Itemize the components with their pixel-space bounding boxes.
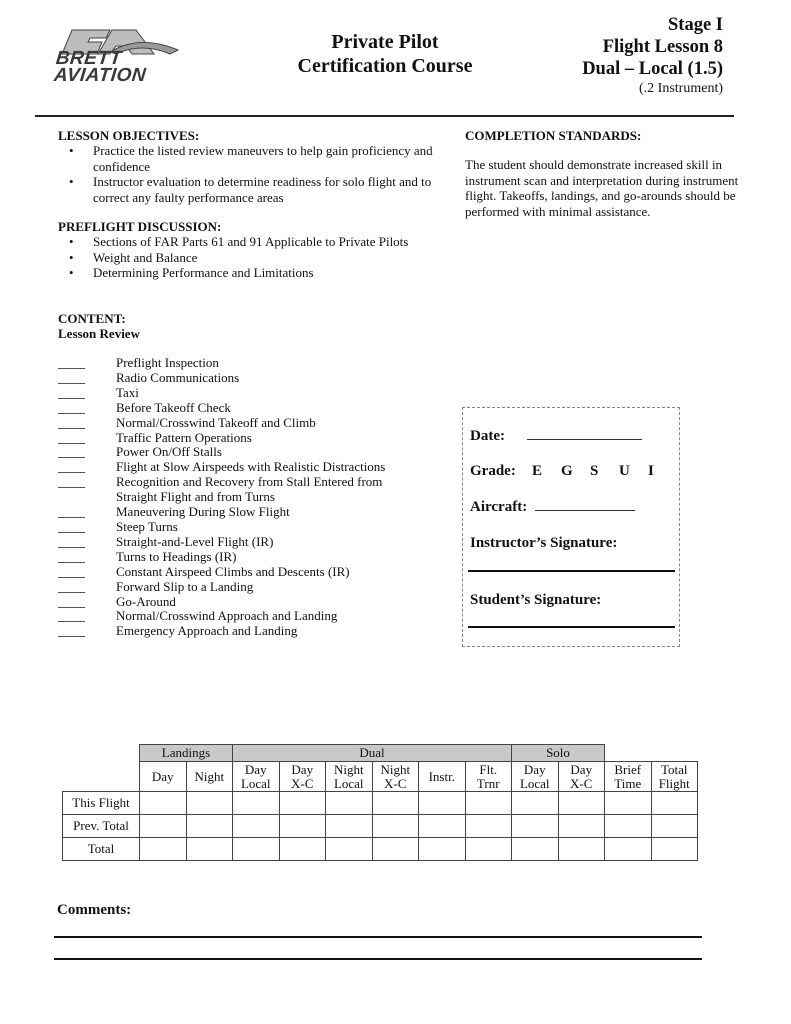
completion-text: The student should demonstrate increased skill in instrument scan and interpretation during instrument flight. Takeoffs, landings, and go-arounds should be performed with minimal assistance. — [465, 157, 739, 219]
review-item — [58, 535, 416, 550]
content-subtitle: Lesson Review — [58, 326, 140, 341]
review-item — [58, 580, 416, 595]
flight-time-table — [62, 744, 698, 861]
table-cell[interactable] — [512, 792, 559, 815]
review-checkoff-blank[interactable] — [58, 609, 116, 624]
column-header — [512, 762, 559, 792]
preflight-title: PREFLIGHT DISCUSSION: — [58, 219, 222, 234]
table-cell[interactable] — [186, 838, 233, 861]
review-checkoff-blank[interactable] — [58, 371, 116, 386]
lesson-identifier — [582, 14, 723, 98]
review-item — [58, 505, 416, 520]
column-header-row — [63, 762, 698, 792]
table-cell[interactable] — [140, 815, 187, 838]
objective-item: • Instructor evaluation to determine readiness for solo flight and to correct any faulty performance areas — [58, 174, 438, 205]
instrument-time: (.2 Instrument) — [639, 81, 723, 96]
row-header: Total — [63, 838, 140, 861]
brett-aviation-logo — [50, 28, 200, 90]
review-checkoff-blank[interactable] — [58, 356, 116, 371]
review-checkoff-blank[interactable] — [58, 401, 116, 416]
review-item-label: Constant Airspeed Climbs and Descents (IR) — [116, 563, 350, 579]
table-cell[interactable] — [326, 838, 373, 861]
table-cell[interactable] — [651, 838, 698, 861]
review-item — [58, 475, 416, 505]
grade-row — [470, 463, 677, 480]
lesson-type: Dual – Local (1.5) — [582, 59, 723, 79]
course-title-line1: Private Pilot — [331, 31, 439, 53]
review-item-label: Emergency Approach and Landing — [116, 623, 298, 639]
column-header-line: Trnr — [476, 775, 500, 791]
grade-option[interactable]: E — [532, 463, 543, 479]
table-cell[interactable] — [419, 792, 466, 815]
preflight-list — [58, 234, 438, 281]
group-header-row — [63, 745, 698, 762]
header-divider — [35, 115, 734, 117]
review-item — [58, 445, 416, 460]
completion-title: COMPLETION STANDARDS: — [465, 128, 642, 143]
review-item-label: Before Takeoff Check — [116, 399, 231, 415]
column-header-line: Time — [614, 775, 642, 791]
content-title: CONTENT: — [58, 311, 126, 326]
review-item-label: Normal/Crosswind Approach and Landing — [116, 608, 338, 624]
comment-line[interactable] — [54, 936, 702, 938]
preflight-item: • Sections of FAR Parts 61 and 91 Applicable to Private Pilots — [58, 234, 438, 250]
table-cell[interactable] — [279, 792, 326, 815]
student-signature-row — [470, 592, 601, 609]
review-item — [58, 550, 416, 565]
logo-wordmark — [53, 50, 149, 84]
review-checkoff-blank[interactable] — [58, 475, 116, 505]
table-cell[interactable] — [233, 815, 280, 838]
column-header-line: Brief — [614, 761, 642, 777]
review-item-label: Radio Communications — [116, 369, 240, 385]
column-header-line: Instr. — [428, 768, 455, 784]
column-header — [233, 762, 280, 792]
review-item — [58, 416, 416, 431]
review-item — [58, 520, 416, 535]
review-checkoff-blank[interactable] — [58, 460, 116, 475]
review-checkoff-blank[interactable] — [58, 595, 116, 610]
review-checkoff-blank[interactable] — [58, 505, 116, 520]
review-item-label: Steep Turns — [116, 518, 178, 534]
group-landings: Landings — [140, 745, 233, 762]
review-item-label: Traffic Pattern Operations — [116, 429, 252, 445]
review-checkoff-blank[interactable] — [58, 565, 116, 580]
group-dual: Dual — [233, 745, 512, 762]
course-title-line2: Certification Course — [297, 55, 473, 77]
column-header-line: Day — [244, 761, 267, 777]
logo-line1: BRETT — [54, 48, 123, 69]
column-header-line: X-C — [384, 775, 407, 791]
table-cell[interactable] — [465, 815, 512, 838]
instructor-signature-label: Instructor’s Signature: — [470, 535, 618, 551]
review-item — [58, 431, 416, 446]
column-header-line: Day — [151, 768, 174, 784]
table-cell[interactable] — [558, 792, 605, 815]
review-item-label: Normal/Crosswind Takeoff and Climb — [116, 414, 316, 430]
table-cell[interactable] — [372, 815, 419, 838]
row-header: Prev. Total — [63, 815, 140, 838]
column-header-line: X-C — [291, 775, 314, 791]
review-item — [58, 460, 416, 475]
review-item-label: Taxi — [116, 384, 139, 400]
column-header-line: Night — [194, 768, 225, 784]
aircraft-field[interactable] — [535, 510, 635, 511]
lesson-label: Flight Lesson 8 — [602, 37, 723, 57]
review-item-label: Power On/Off Stalls — [116, 444, 222, 460]
table-cell[interactable] — [140, 838, 187, 861]
table-row — [63, 838, 698, 861]
column-header-line: X-C — [570, 775, 593, 791]
table-cell[interactable] — [651, 792, 698, 815]
column-header-line: Night — [333, 761, 364, 777]
table-cell[interactable] — [233, 838, 280, 861]
review-checkoff-blank[interactable] — [58, 445, 116, 460]
instructor-signature-line[interactable] — [468, 570, 675, 572]
table-cell[interactable] — [558, 815, 605, 838]
review-item — [58, 624, 416, 639]
table-cell[interactable] — [558, 838, 605, 861]
objectives-title: LESSON OBJECTIVES: — [58, 128, 200, 143]
column-header-line: Local — [519, 775, 550, 791]
grade-label: Grade: — [470, 463, 516, 479]
review-item — [58, 401, 416, 416]
column-header-line: Local — [333, 775, 364, 791]
column-header-line: Local — [240, 775, 271, 791]
column-header-line: Night — [380, 761, 411, 777]
table-row — [63, 815, 698, 838]
column-header-line: Day — [523, 761, 546, 777]
review-item-label: Forward Slip to a Landing — [116, 578, 254, 594]
grade-option[interactable]: S — [590, 463, 599, 479]
review-checkoff-blank[interactable] — [58, 580, 116, 595]
review-checkoff-blank[interactable] — [58, 416, 116, 431]
table-cell[interactable] — [512, 815, 559, 838]
review-item-label: Maneuvering During Slow Flight — [116, 504, 290, 520]
review-item — [58, 609, 416, 624]
preflight-item: • Determining Performance and Limitations — [58, 265, 438, 281]
column-header — [651, 762, 698, 792]
table-cell[interactable] — [326, 815, 373, 838]
preflight-item: • Weight and Balance — [58, 250, 438, 266]
table-cell[interactable] — [372, 792, 419, 815]
review-item-label: Recognition and Recovery from Stall Entered from Straight Flight and from Turns — [116, 474, 383, 505]
column-header — [326, 762, 373, 792]
completion-section — [465, 128, 755, 219]
table-cell[interactable] — [605, 815, 652, 838]
comments-label: Comments: — [57, 902, 132, 918]
column-header — [372, 762, 419, 792]
instructor-signature-row — [470, 535, 617, 552]
table-cell[interactable] — [279, 815, 326, 838]
review-item — [58, 595, 416, 610]
review-item — [58, 371, 416, 386]
review-item — [58, 565, 416, 580]
review-item-label: Go-Around — [116, 593, 176, 609]
column-header-line: Flt. — [479, 761, 498, 777]
review-item-label: Preflight Inspection — [116, 355, 219, 370]
student-signature-line[interactable] — [468, 626, 675, 628]
column-header-line: Day — [291, 761, 314, 777]
table-cell[interactable] — [186, 815, 233, 838]
review-checkoff-blank[interactable] — [58, 431, 116, 446]
objective-item: • Practice the listed review maneuvers to help gain proficiency and confidence — [58, 143, 438, 174]
group-solo: Solo — [512, 745, 605, 762]
table-cell[interactable] — [419, 815, 466, 838]
table-cell[interactable] — [465, 838, 512, 861]
grade-option[interactable]: U — [619, 463, 630, 479]
lesson-review-list — [58, 356, 416, 639]
table-cell[interactable] — [140, 792, 187, 815]
column-header-line: Flight — [658, 775, 690, 791]
grade-option[interactable]: G — [561, 463, 573, 479]
table-cell[interactable] — [279, 838, 326, 861]
review-checkoff-blank[interactable] — [58, 624, 116, 639]
column-header — [465, 762, 512, 792]
column-header — [605, 762, 652, 792]
table-cell[interactable] — [233, 792, 280, 815]
table-cell[interactable] — [651, 815, 698, 838]
review-checkoff-blank[interactable] — [58, 550, 116, 565]
stage-label: Stage I — [668, 15, 723, 35]
review-checkoff-blank[interactable] — [58, 386, 116, 401]
row-header: This Flight — [63, 792, 140, 815]
column-header-line: Total — [660, 761, 688, 777]
logo-line2: AVIATION — [53, 65, 148, 86]
table-cell[interactable] — [512, 838, 559, 861]
grade-option[interactable]: I — [648, 463, 654, 479]
table-cell[interactable] — [605, 792, 652, 815]
review-item-label: Flight at Slow Airspeeds with Realistic Distractions — [116, 459, 386, 475]
table-cell[interactable] — [419, 838, 466, 861]
table-cell[interactable] — [605, 838, 652, 861]
student-signature-label: Student’s Signature: — [470, 592, 602, 608]
date-label: Date: — [470, 428, 505, 444]
review-item — [58, 386, 416, 401]
comment-line[interactable] — [54, 958, 702, 960]
objectives-list — [58, 143, 438, 205]
aircraft-label: Aircraft: — [470, 499, 528, 515]
content-header — [58, 311, 140, 341]
column-header — [419, 762, 466, 792]
column-header — [279, 762, 326, 792]
review-checkoff-blank[interactable] — [58, 535, 116, 550]
column-header — [186, 762, 233, 792]
column-header — [140, 762, 187, 792]
signoff-box — [462, 407, 680, 647]
aircraft-row — [470, 499, 635, 516]
date-field[interactable] — [527, 439, 642, 440]
review-item-label: Straight-and-Level Flight (IR) — [116, 533, 274, 549]
table-cell[interactable] — [372, 838, 419, 861]
review-item — [58, 356, 416, 371]
table-cell[interactable] — [186, 792, 233, 815]
table-row — [63, 792, 698, 815]
table-cell[interactable] — [465, 792, 512, 815]
objectives-section — [58, 128, 438, 281]
review-item-label: Turns to Headings (IR) — [116, 548, 237, 564]
review-checkoff-blank[interactable] — [58, 520, 116, 535]
column-header — [558, 762, 605, 792]
date-row — [470, 428, 642, 445]
course-title — [270, 30, 500, 78]
column-header-line: Day — [570, 761, 593, 777]
table-cell[interactable] — [326, 792, 373, 815]
